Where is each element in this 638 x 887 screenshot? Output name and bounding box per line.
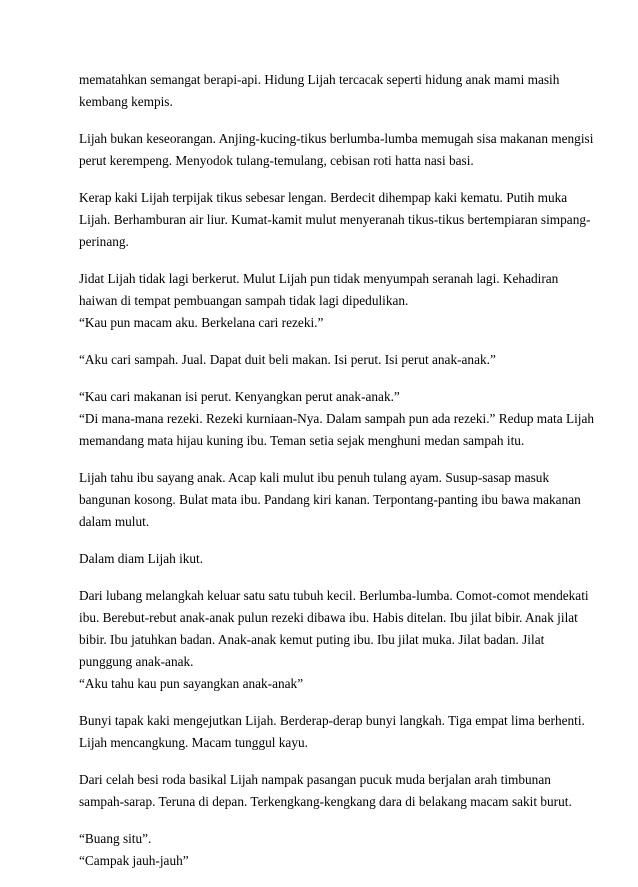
text-line: kembang kempis. <box>79 94 173 109</box>
text-line: haiwan di tempat pembuangan sampah tidak lagi dipedulikan. <box>79 293 409 308</box>
paragraph <box>79 187 591 253</box>
paragraph <box>79 585 589 695</box>
paragraph <box>79 710 585 754</box>
text-line: “Campak jauh-jauh” <box>79 853 189 868</box>
text-line: “Buang situ”. <box>79 831 152 846</box>
paragraph <box>79 769 572 813</box>
text-line: perinang. <box>79 234 129 249</box>
text-line: mematahkan semangat berapi-api. Hidung Lijah tercacak seperti hidung anak mami masih <box>79 72 560 87</box>
paragraph <box>79 828 569 872</box>
text-line: Lijah mencangkung. Macam tunggul kayu. <box>79 735 308 750</box>
paragraph <box>79 69 569 113</box>
text-line: Lijah tahu ibu sayang anak. Acap kali mulut ibu penuh tulang ayam. Susup-sasap masuk <box>79 470 550 485</box>
paragraph <box>79 349 569 371</box>
text-line: ibu. Berebut-rebut anak-anak pulun rezeki dibawa ibu. Habis ditelan. Ibu jilat bibir. Anak jilat <box>79 610 578 625</box>
text-line: Kerap kaki Lijah terpijak tikus sebesar lengan. Berdecit dihempap kaki kematu. Putih muka <box>79 190 568 205</box>
document-page <box>79 69 595 887</box>
paragraph <box>79 128 594 172</box>
text-line: Bunyi tapak kaki mengejutkan Lijah. Berderap-derap bunyi langkah. Tiga empat lima berhenti. <box>79 713 585 728</box>
text-line: punggung anak-anak. <box>79 654 194 669</box>
paragraph <box>79 268 569 334</box>
text-line: “Di mana-mana rezeki. Rezeki kurniaan-Nya. Dalam sampah pun ada rezeki.” Redup mata Lijah <box>79 411 595 426</box>
paragraph <box>79 386 595 452</box>
paragraph <box>79 548 569 570</box>
text-line: “Aku tahu kau pun sayangkan anak-anak” <box>79 676 304 691</box>
text-line: bangunan kosong. Bulat mata ibu. Pandang kiri kanan. Terpontang-panting ibu bawa makanan <box>79 492 581 507</box>
text-line: Lijah bukan keseorangan. Anjing-kucing-tikus berlumba-lumba memugah sisa makanan mengisi <box>79 131 594 146</box>
text-line: memandang mata hijau kuning ibu. Teman setia sejak menghuni medan sampah itu. <box>79 433 525 448</box>
text-line: Lijah. Berhamburan air liur. Kumat-kamit mulut menyeranah tikus-tikus bertempiaran simpang- <box>79 212 591 227</box>
text-line: perut kerempeng. Menyodok tulang-temulang, cebisan roti hatta nasi basi. <box>79 153 474 168</box>
text-line: Jidat Lijah tidak lagi berkerut. Mulut Lijah pun tidak menyumpah seranah lagi. Kehadiran <box>79 271 559 286</box>
text-line: bibir. Ibu jatuhkan badan. Anak-anak kemut puting ibu. Ibu jilat muka. Jilat badan. Jilat <box>79 632 545 647</box>
text-line: dalam mulut. <box>79 514 150 529</box>
text-line: “Kau pun macam aku. Berkelana cari rezeki.” <box>79 315 324 330</box>
text-line: Dari celah besi roda basikal Lijah nampak pasangan pucuk muda berjalan arah timbunan <box>79 772 551 787</box>
text-line: sampah-sarap. Teruna di depan. Terkengkang-kengkang dara di belakang macam sakit burut. <box>79 794 572 809</box>
paragraph <box>79 467 581 533</box>
text-line: Dalam diam Lijah ikut. <box>79 551 204 566</box>
text-line: Dari lubang melangkah keluar satu satu tubuh kecil. Berlumba-lumba. Comot-comot mendekati <box>79 588 589 603</box>
text-line: “Aku cari sampah. Jual. Dapat duit beli makan. Isi perut. Isi perut anak-anak.” <box>79 352 496 367</box>
text-line: “Kau cari makanan isi perut. Kenyangkan perut anak-anak.” <box>79 389 400 404</box>
